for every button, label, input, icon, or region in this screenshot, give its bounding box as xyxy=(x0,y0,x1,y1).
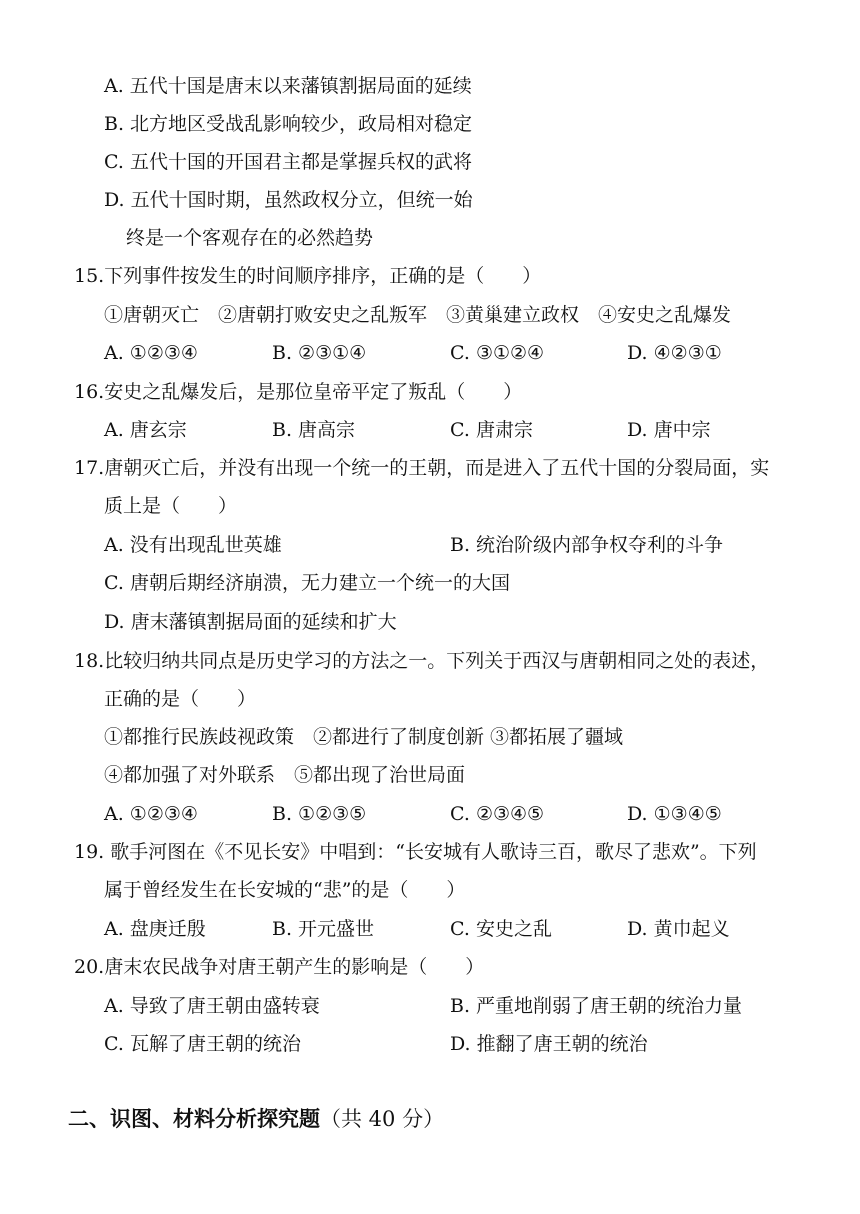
q18-option-d: D. ①③④⑤ xyxy=(627,803,722,825)
section-2-title xyxy=(68,1104,444,1134)
q18-stem-line2: 正确的是（ ） xyxy=(104,688,257,710)
q14-option-c: C. 五代十国的开国君主都是掌握兵权的武将 xyxy=(104,151,472,173)
q19-option-d: D. 黄巾起义 xyxy=(627,918,730,940)
q17-option-a: A. 没有出现乱世英雄 xyxy=(104,534,282,556)
q15-stem: 15.下列事件按发生的时间顺序排序，正确的是（ ） xyxy=(74,265,542,287)
q20-option-b: B. 严重地削弱了唐王朝的统治力量 xyxy=(450,995,743,1017)
q19-option-b: B. 开元盛世 xyxy=(272,918,375,940)
q15-events: ①唐朝灭亡 ②唐朝打败安史之乱叛军 ③黄巢建立政权 ④安史之乱爆发 xyxy=(104,304,732,326)
q20-option-c: C. 瓦解了唐王朝的统治 xyxy=(104,1033,301,1055)
q15-option-d: D. ④②③① xyxy=(627,342,722,364)
q16-option-a: A. 唐玄宗 xyxy=(104,419,187,441)
q19-stem-line1: 19. 歌手河图在《不见长安》中唱到：“长安城有人歌诗三百，歌尽了悲欢”。下列 xyxy=(74,841,757,863)
q15-option-a: A. ①②③④ xyxy=(104,342,198,364)
q18-option-a: A. ①②③④ xyxy=(104,803,198,825)
q18-items-line2: ④都加强了对外联系 ⑤都出现了治世局面 xyxy=(104,764,466,786)
q17-option-b: B. 统治阶级内部争权夺利的斗争 xyxy=(450,534,724,556)
q17-option-c: C. 唐朝后期经济崩溃，无力建立一个统一的大国 xyxy=(104,572,510,594)
q18-option-c: C. ②③④⑤ xyxy=(450,803,545,825)
q16-option-b: B. 唐高宗 xyxy=(272,419,356,441)
q14-option-d-continued: 终是一个客观存在的必然趋势 xyxy=(126,227,374,249)
section-2-title-points: （共 40 分） xyxy=(320,1107,445,1131)
q18-stem-line1: 18.比较归纳共同点是历史学习的方法之一。下列关于西汉与唐朝相同之处的表述， xyxy=(74,650,770,672)
q20-stem: 20.唐末农民战争对唐王朝产生的影响是（ ） xyxy=(74,956,485,978)
q18-items-line1: ①都推行民族歧视政策 ②都进行了制度创新 ③都拓展了疆域 xyxy=(104,726,624,748)
q14-option-a: A. 五代十国是唐末以来藩镇割据局面的延续 xyxy=(104,75,472,97)
q19-stem-line2: 属于曾经发生在长安城的“悲”的是（ ） xyxy=(104,879,466,901)
q16-option-c: C. 唐肃宗 xyxy=(450,419,533,441)
q19-option-c: C. 安史之乱 xyxy=(450,918,552,940)
q15-option-c: C. ③①②④ xyxy=(450,342,545,364)
q16-option-d: D. 唐中宗 xyxy=(627,419,711,441)
q20-option-d: D. 推翻了唐王朝的统治 xyxy=(450,1033,648,1055)
q18-option-b: B. ①②③⑤ xyxy=(272,803,367,825)
q17-stem-line1: 17.唐朝灭亡后，并没有出现一个统一的王朝，而是进入了五代十国的分裂局面，实 xyxy=(74,457,770,479)
q16-stem: 16.安史之乱爆发后，是那位皇帝平定了叛乱（ ） xyxy=(74,381,523,403)
q15-option-b: B. ②③①④ xyxy=(272,342,367,364)
q17-stem-line2: 质上是（ ） xyxy=(104,495,238,517)
q14-option-d: D. 五代十国时期，虽然政权分立，但统一始 xyxy=(104,189,473,211)
q19-option-a: A. 盘庚迁殷 xyxy=(104,918,206,940)
q17-option-d: D. 唐末藩镇割据局面的延续和扩大 xyxy=(104,611,397,633)
q20-option-a: A. 导致了唐王朝由盛转衰 xyxy=(104,995,320,1017)
q14-option-b: B. 北方地区受战乱影响较少，政局相对稳定 xyxy=(104,113,473,135)
section-2-title-main: 二、识图、材料分析探究题 xyxy=(68,1107,320,1131)
